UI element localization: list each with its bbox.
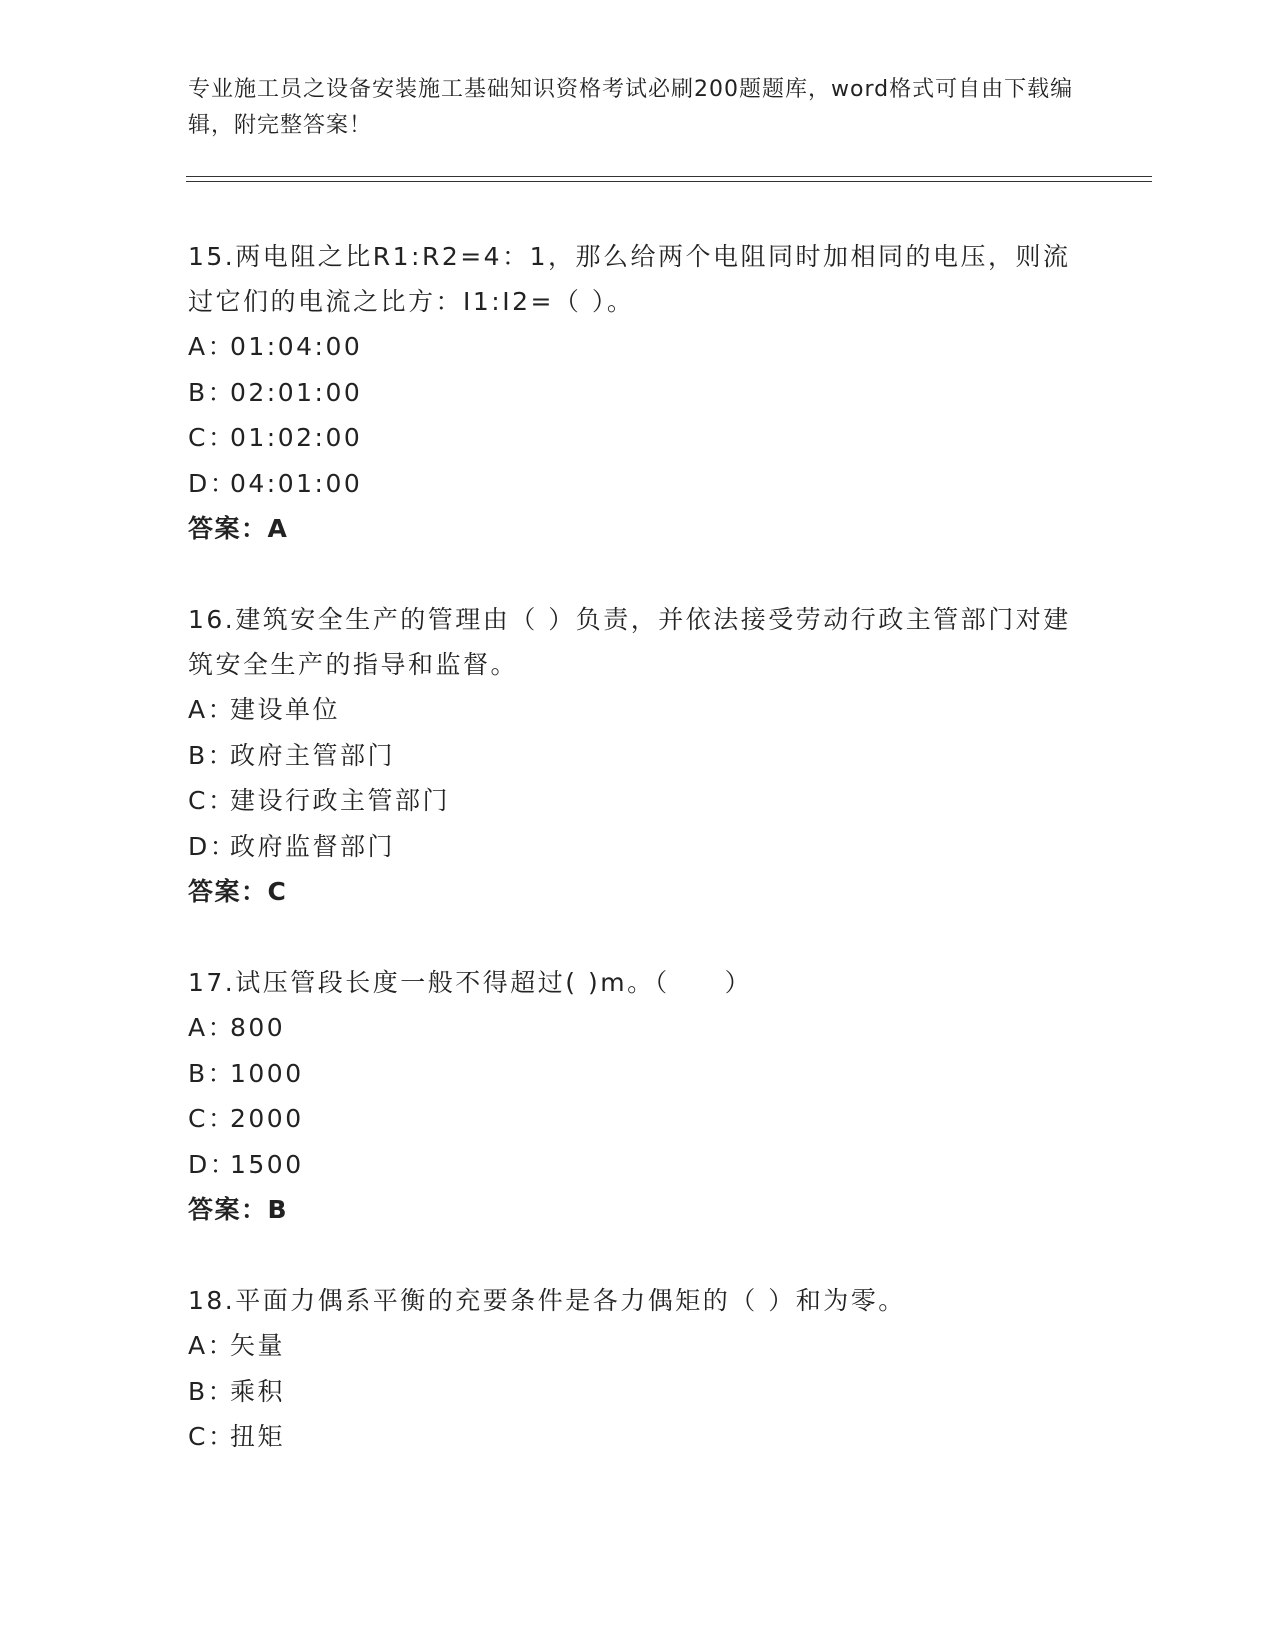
header-divider-bottom (186, 181, 1152, 182)
option-b (188, 733, 1088, 779)
answer: 答案：B (188, 1195, 289, 1224)
option-text: 1500 (230, 1149, 304, 1179)
question-15 (188, 234, 1088, 551)
question-18 (188, 1278, 1088, 1460)
option-text: 政府主管部门 (230, 740, 396, 770)
option-label: B： (188, 1376, 236, 1406)
option-label: B： (188, 377, 236, 407)
question-16 (188, 597, 1088, 914)
option-text: 02:01:00 (230, 377, 363, 407)
option-d (188, 824, 1088, 870)
option-text: 扭矩 (230, 1422, 286, 1451)
option-text: 800 (230, 1013, 286, 1042)
option-c (188, 1096, 1088, 1142)
option-text: 矢量 (230, 1331, 286, 1360)
option-label: D： (188, 1149, 238, 1179)
option-d (188, 461, 1088, 507)
option-label: A： (188, 332, 236, 361)
option-label: A： (188, 1331, 236, 1360)
option-a (188, 1005, 1088, 1051)
option-c (188, 415, 1088, 461)
option-a (188, 687, 1088, 733)
option-text: 政府监督部门 (230, 831, 396, 861)
option-text: 乘积 (230, 1376, 286, 1406)
option-text: 1000 (230, 1058, 304, 1088)
document-header: 专业施工员之设备安装施工基础知识资格考试必刷200题题库，word格式可自由下载编辑，附完整答案！ (188, 77, 1074, 138)
option-text: 04:01:00 (230, 468, 363, 498)
option-label: D： (188, 831, 238, 861)
option-b (188, 370, 1088, 416)
question-stem: 15.两电阻之比R1:R2=4：1，那么给两个电阻同时加相同的电压，则流过它们的电流之比方：I1:I2=（ ）。 (188, 242, 1071, 316)
question-stem: 18.平面力偶系平衡的充要条件是各力偶矩的（ ）和为零。 (188, 1286, 906, 1315)
option-a (188, 1323, 1088, 1369)
option-c (188, 778, 1088, 824)
question-stem: 16.建筑安全生产的管理由（ ）负责，并依法接受劳动行政主管部门对建筑安全生产的指导和监督。 (188, 605, 1071, 679)
option-label: C： (188, 1422, 236, 1451)
option-label: B： (188, 1058, 236, 1088)
option-b (188, 1051, 1088, 1097)
option-text: 01:02:00 (230, 423, 363, 452)
option-text: 建设单位 (230, 695, 341, 724)
option-a (188, 324, 1088, 370)
option-label: C： (188, 786, 236, 815)
header-divider-top (186, 176, 1152, 177)
option-label: A： (188, 1013, 236, 1042)
option-label: B： (188, 740, 236, 770)
option-c (188, 1414, 1088, 1460)
answer: 答案：C (188, 877, 288, 906)
option-b (188, 1369, 1088, 1415)
option-label: C： (188, 423, 236, 452)
answer: 答案：A (188, 514, 289, 543)
question-stem: 17.试压管段长度一般不得超过( )m。（ ） (188, 968, 753, 997)
option-text: 01:04:00 (230, 332, 363, 361)
option-label: D： (188, 468, 238, 498)
option-label: C： (188, 1104, 236, 1133)
option-label: A： (188, 695, 236, 724)
option-text: 建设行政主管部门 (230, 786, 451, 815)
option-d (188, 1142, 1088, 1188)
question-17 (188, 960, 1088, 1232)
option-text: 2000 (230, 1104, 304, 1133)
